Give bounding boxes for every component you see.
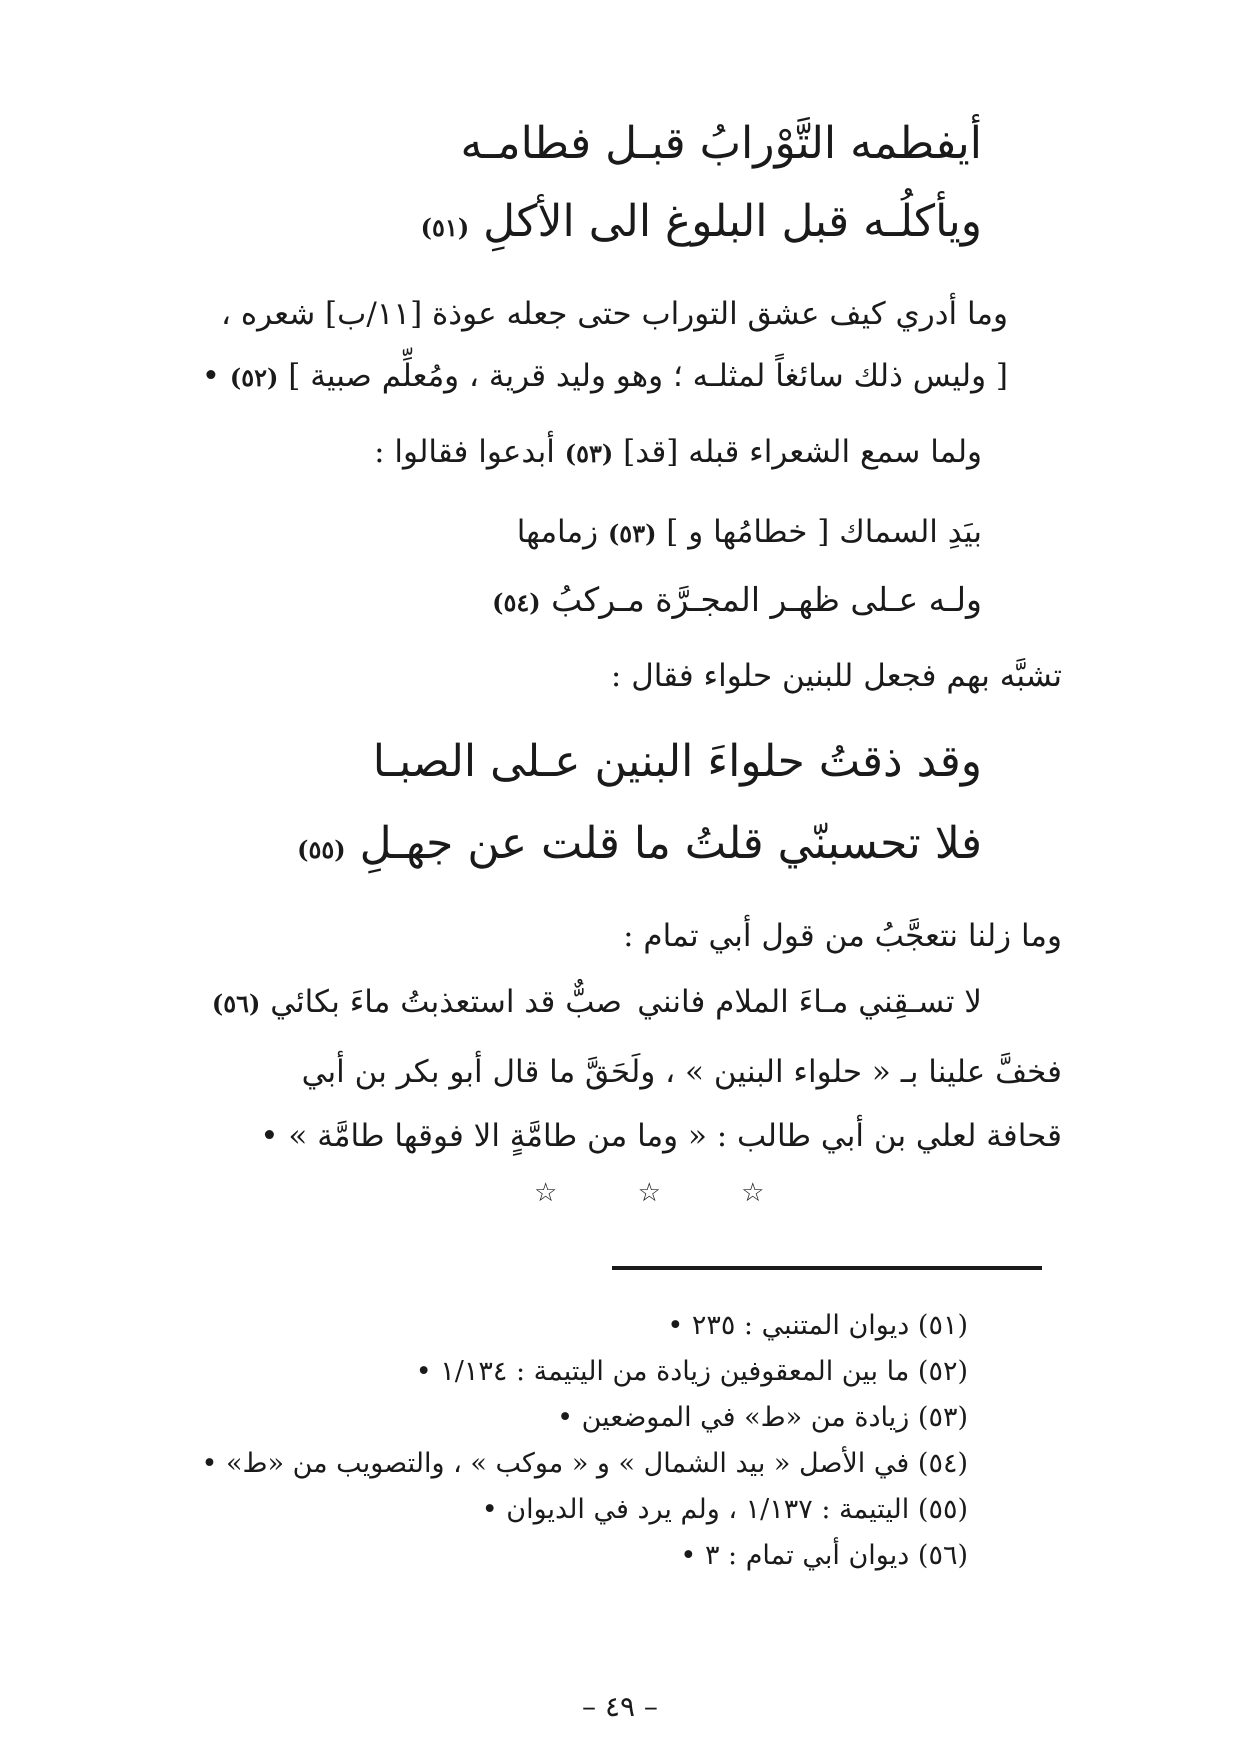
footnote-54 bbox=[201, 1448, 968, 1479]
footnote-56 bbox=[680, 1540, 968, 1571]
verse1-line2-text: ويأكلُـه قبل البلوغ الى الأكلِ bbox=[483, 196, 982, 247]
prose2-line1 bbox=[374, 434, 982, 470]
footnote-ref-53a: (٥٣) bbox=[564, 439, 614, 468]
prose5-line1: فخفَّ علينا بـ « حلواء البنين » ، ولَحَقَّ ما قال أبو بكر بن أبي bbox=[301, 1054, 1062, 1090]
prose1-line2-text: [ وليس ذلك سائغاً لمثلـه ؛ وهو وليد قرية ، ومُعلِّم صبية ] bbox=[288, 358, 1008, 394]
verse4-hemistich1: لا تسـقِني مـاءَ الملام فانني bbox=[637, 984, 982, 1020]
prose2-line1-b: أبدعوا فقالوا : bbox=[374, 434, 555, 470]
footnote-ref-56: (٥٦) bbox=[211, 989, 261, 1018]
verse3-line2-text: فلا تحسبنّي قلتُ ما قلت عن جهـلِ bbox=[359, 818, 982, 869]
verse1-line1: أيفطمه التَّوْرابُ قبـل فطامـه bbox=[460, 118, 982, 169]
prose5-line2: قحافة لعلي بن أبي طالب : « وما من طامَّةٍ الا فوقها طامَّة » • bbox=[260, 1118, 1062, 1154]
footnote-text: اليتيمة : ١/١٣٧ ، ولم يرد في الديوان • bbox=[481, 1494, 910, 1525]
verse2-line1-b: زمامها bbox=[516, 514, 599, 550]
prose3-line1: تشبَّه بهم فجعل للبنين حلواء فقال : bbox=[610, 658, 1062, 694]
footnote-ref-52: (٥٢) bbox=[229, 363, 279, 392]
section-separator bbox=[498, 1178, 800, 1208]
footnote-ref-55: (٥٥) bbox=[297, 835, 346, 864]
prose1-line1: وما أدري كيف عشق التوراب حتى جعله عوذة [١١/ب] شعره ، bbox=[221, 296, 1008, 332]
star-icon: ☆ bbox=[534, 1178, 558, 1208]
footnote-number: (٥١) bbox=[917, 1310, 968, 1341]
prose2-line1-a: ولما سمع الشعراء قبله [قد] bbox=[623, 434, 982, 470]
footnote-text: ديوان المتنبي : ٢٣٥ • bbox=[667, 1310, 910, 1341]
footnote-divider bbox=[612, 1266, 1042, 1270]
footnote-number: (٥٣) bbox=[917, 1402, 968, 1433]
footnote-text: ما بين المعقوفين زيادة من اليتيمة : ١/١٣٤ • bbox=[415, 1356, 910, 1387]
footnote-text: زيادة من «ط» في الموضعين • bbox=[557, 1402, 910, 1433]
footnote-ref-54: (٥٤) bbox=[492, 588, 541, 617]
verse1-line2 bbox=[421, 196, 982, 247]
verse3-line2 bbox=[297, 818, 982, 869]
verse2-line2-text: ولـه عـلى ظهـر المجـرَّة مـركبُ bbox=[551, 580, 982, 619]
verse4-hemistich2 bbox=[212, 984, 622, 1020]
star-icon: ☆ bbox=[741, 1178, 765, 1208]
star-icon: ☆ bbox=[637, 1178, 661, 1208]
prose1-line2-end: • bbox=[201, 358, 221, 394]
footnote-ref-51: (٥١) bbox=[420, 213, 470, 242]
verse4-hemistich2-text: صبٌّ قد استعذبتُ ماءَ بكائي bbox=[270, 984, 622, 1020]
page-number: – ٤٩ – bbox=[582, 1690, 658, 1723]
footnote-text: في الأصل « بيد الشمال » و « موكب » ، والتصويب من «ط» • bbox=[201, 1448, 910, 1479]
footnote-number: (٥٢) bbox=[917, 1356, 968, 1387]
verse2-line1-a: بيَدِ السماك [ خطامُها و ] bbox=[666, 514, 982, 550]
footnote-text: ديوان أبي تمام : ٣ • bbox=[680, 1540, 910, 1571]
footnote-52 bbox=[416, 1356, 968, 1387]
footnote-number: (٥٥) bbox=[917, 1494, 968, 1525]
verse3-line1: وقد ذقتُ حلواءَ البنين عـلى الصبـا bbox=[372, 736, 982, 787]
footnote-51 bbox=[667, 1310, 968, 1341]
verse2-line2 bbox=[492, 580, 982, 619]
footnote-number: (٥٤) bbox=[917, 1448, 968, 1479]
prose1-line2 bbox=[202, 358, 1008, 394]
footnote-number: (٥٦) bbox=[917, 1540, 968, 1571]
footnote-ref-53b: (٥٣) bbox=[607, 519, 657, 548]
footnote-55 bbox=[482, 1494, 968, 1525]
prose4-line1: وما زلنا نتعجَّبُ من قول أبي تمام : bbox=[623, 918, 1062, 954]
verse2-line1 bbox=[517, 514, 982, 550]
footnote-53 bbox=[557, 1402, 968, 1433]
